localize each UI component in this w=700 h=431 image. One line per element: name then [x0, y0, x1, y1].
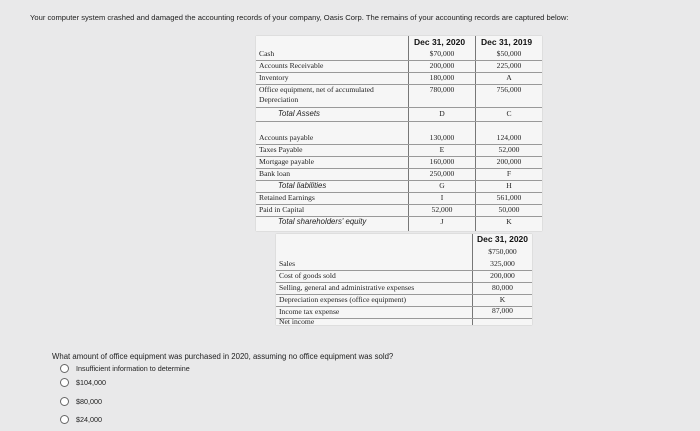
row-sales: Sales $750,000	[276, 258, 532, 271]
row-cash: Cash $70,000 $50,000	[256, 48, 542, 61]
row-cogs: Cost of goods sold 325,000	[276, 270, 532, 283]
row-accounts-receivable: Accounts Receivable 200,000 225,000	[256, 60, 542, 73]
row-accounts-payable: Accounts payable 130,000 124,000	[256, 132, 542, 145]
row-bank-loan: Bank loan 250,000 F	[256, 168, 542, 181]
balance-sheet-table	[256, 36, 542, 231]
row-sga: Selling, general and administrative expenses 200,000	[276, 282, 532, 295]
row-office-equipment: Office equipment, net of accumulated Depreciation 780,000 756,000	[256, 84, 542, 108]
option-104000[interactable]: $104,000	[60, 376, 106, 388]
radio-icon[interactable]	[60, 364, 69, 373]
row-total-equity: Total shareholders' equity J K	[278, 217, 512, 226]
row-retained-earnings: Retained Earnings I 561,000	[256, 192, 542, 205]
option-80000[interactable]: $80,000	[60, 395, 102, 407]
row-total-assets: Total Assets D C	[256, 108, 542, 122]
radio-icon[interactable]	[60, 378, 69, 387]
income-statement-table	[276, 234, 532, 325]
option-24000[interactable]: $24,000	[60, 413, 102, 425]
row-mortgage-payable: Mortgage payable 160,000 200,000	[256, 156, 542, 169]
row-depreciation-expense: Depreciation expenses (office equipment) 80,000	[276, 294, 532, 307]
radio-icon[interactable]	[60, 415, 69, 424]
intro-text: Your computer system crashed and damaged the accounting records of your company, Oasis Corp. The remains of your accounting records are captured below:	[30, 13, 569, 22]
row-income-tax: Income tax expense K	[276, 306, 532, 319]
option-insufficient[interactable]: Insufficient information to determine	[60, 362, 190, 374]
row-net-income: Net income 87,000	[279, 306, 513, 326]
row-inventory: Inventory 180,000 A	[256, 72, 542, 85]
question-text: What amount of office equipment was purchased in 2020, assuming no office equipment was sold?	[52, 352, 394, 361]
row-paid-in-capital: Paid in Capital 52,000 50,000	[256, 204, 542, 217]
radio-icon[interactable]	[60, 397, 69, 406]
row-total-liabilities: Total liabilities G H	[256, 180, 542, 193]
header-2020: Dec 31, 2020	[414, 37, 466, 47]
row-taxes-payable: Taxes Payable E 52,000	[256, 144, 542, 157]
header-2019: Dec 31, 2019	[481, 37, 533, 47]
income-header-2020: Dec 31, 2020	[476, 234, 529, 244]
